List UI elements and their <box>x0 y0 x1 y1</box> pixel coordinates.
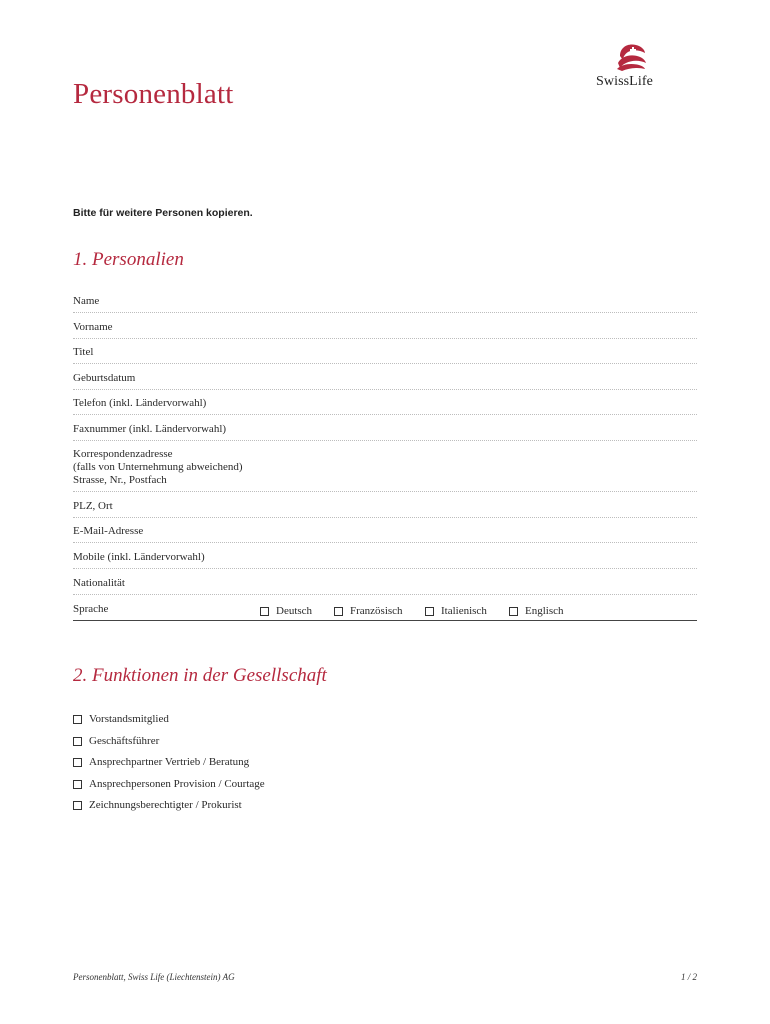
field-mobile[interactable] <box>73 543 697 569</box>
field-korrespondenzadresse[interactable] <box>73 441 697 492</box>
field-faxnummer[interactable] <box>73 415 697 441</box>
checkbox[interactable] <box>73 715 82 724</box>
checkbox[interactable] <box>509 607 518 616</box>
option-label: Deutsch <box>276 605 313 617</box>
language-option-italienisch[interactable] <box>425 605 487 617</box>
field-nationalitaet[interactable] <box>73 569 697 595</box>
checkbox[interactable] <box>425 607 434 616</box>
section-personalien-title: 1. Personalien <box>73 249 184 270</box>
field-email[interactable] <box>73 518 697 543</box>
field-label: Nationalität <box>73 577 125 589</box>
copy-instruction: Bitte für weitere Personen kopieren. <box>73 207 253 219</box>
field-label: Vorname <box>73 321 113 333</box>
checkbox[interactable] <box>334 607 343 616</box>
swisslife-emblem-icon <box>614 42 648 74</box>
option-label: Italienisch <box>441 605 487 617</box>
field-sublabel: (falls von Unternehmung abweichend) <box>73 461 243 473</box>
language-option-englisch[interactable] <box>509 605 564 617</box>
option-label: Ansprechpersonen Provision / Courtage <box>89 778 265 790</box>
checkbox[interactable] <box>73 737 82 746</box>
field-label: E-Mail-Adresse <box>73 525 144 537</box>
field-label: Sprache <box>73 603 109 615</box>
field-label: Titel <box>73 346 94 358</box>
function-option-vertrieb[interactable] <box>73 756 249 768</box>
field-label: Korrespondenzadresse <box>73 448 173 460</box>
option-label: Englisch <box>525 605 564 617</box>
field-sprache <box>73 595 697 621</box>
function-option-provision[interactable] <box>73 778 265 790</box>
footer-page-number: 1 / 2 <box>680 972 697 982</box>
field-plz-ort[interactable] <box>73 492 697 518</box>
footer-document-name: Personenblatt, Swiss Life (Liechtenstein) AG <box>73 972 235 982</box>
language-option-deutsch[interactable] <box>260 605 312 617</box>
field-label: Faxnummer (inkl. Ländervorwahl) <box>73 423 227 435</box>
field-label: Mobile (inkl. Ländervorwahl) <box>73 551 205 563</box>
field-geburtsdatum[interactable] <box>73 364 697 390</box>
option-label: Vorstandsmitglied <box>89 713 169 725</box>
section-funktionen-title: 2. Funktionen in der Gesellschaft <box>73 665 327 686</box>
field-name[interactable] <box>73 292 697 313</box>
swisslife-logo <box>596 42 666 94</box>
option-label: Geschäftsführer <box>89 735 160 747</box>
checkbox[interactable] <box>73 801 82 810</box>
function-option-prokurist[interactable] <box>73 799 242 811</box>
option-label: Zeichnungsberechtigter / Prokurist <box>89 799 242 811</box>
field-vorname[interactable] <box>73 313 697 339</box>
field-label: Name <box>73 295 100 307</box>
function-option-vorstandsmitglied[interactable] <box>73 713 169 725</box>
option-label: Ansprechpartner Vertrieb / Beratung <box>89 756 250 768</box>
checkbox[interactable] <box>260 607 269 616</box>
field-sublabel: Strasse, Nr., Postfach <box>73 474 167 486</box>
field-label: Telefon (inkl. Ländervorwahl) <box>73 397 207 409</box>
option-label: Französisch <box>350 605 403 617</box>
field-telefon[interactable] <box>73 390 697 415</box>
checkbox[interactable] <box>73 758 82 767</box>
brand-name: SwissLife <box>596 74 653 89</box>
field-label: Geburtsdatum <box>73 372 136 384</box>
field-label: PLZ, Ort <box>73 500 113 512</box>
language-option-franzoesisch[interactable] <box>334 605 403 617</box>
checkbox[interactable] <box>73 780 82 789</box>
function-option-geschaeftsfuehrer[interactable] <box>73 735 159 747</box>
field-titel[interactable] <box>73 339 697 364</box>
page-title: Personenblatt <box>73 78 234 110</box>
